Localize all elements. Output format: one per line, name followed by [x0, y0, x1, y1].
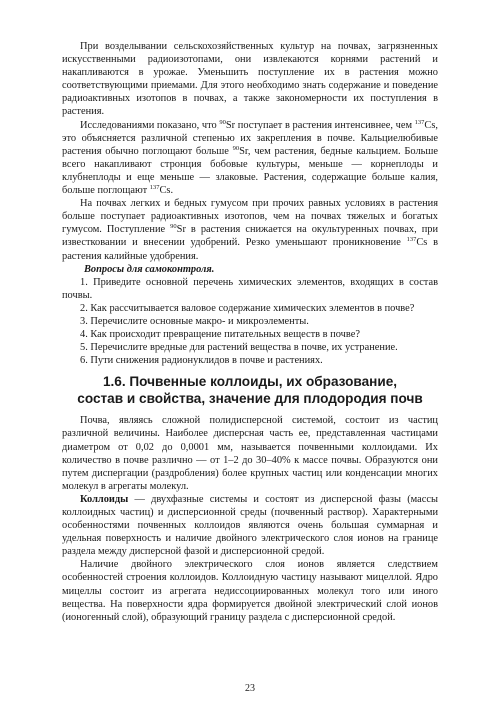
page-content [62, 40, 438, 624]
colloids-term: Коллоиды [80, 493, 129, 505]
section-title-line-2: состав и свойства, значение для плодородия почв [77, 390, 423, 406]
intro-paragraph-3: На почвах легких и бедных гумусом при прочих равных условиях в растения больше поступает радиоактивных изотопов, чем на почвах тяжелых и богатых гумусом. Поступление $^{90}$Sr в растения снижается на окультуренных почвах, при известковании и внесении удобрений. Резко уменьшают проникновение $^{137}$Cs в растения калийные удобрения. [62, 198, 439, 262]
question-item: 4. Как происходит превращение питательных веществ в почве? [80, 329, 360, 341]
question-item: 5. Перечислите вредные для растений вещества в почве, их устранение. [80, 342, 398, 354]
intro-paragraph-2: Исследованиями показано, что $^{90}$Sr поступает в растения интенсивнее, чем $^{137}$Cs, это объясняется различной степенью их закрепления в почве. Кальциелюбивые растения обычно поглощают больше $^{90}$Sr, чем растения, бедные кальцием. Больше всего накапливают стронция бобовые культуры, меньше — корнеплоды и клубнеплоды и еще меньше — злаковые. Растения, содержащие больше калия, больше поглощают $^{137}$Cs. [62, 118, 438, 197]
question-item: 6. Пути снижения радионуклидов в почве и растениях. [80, 355, 323, 367]
page-number: 23 [245, 683, 255, 694]
questions-list [62, 276, 438, 368]
section-paragraph-2: Коллоиды — двухфазные системы и состоят из дисперсной фазы (массы коллоидных частиц) и дисперсионной среды (почвенный раствор). Характерными особенностями почвенных коллоидов являются очень большая суммарная и удельная поверхность и наличие двойного электрического слоя ионов на границе раздела между дисперсной фазой и дисперсионной средой. [62, 493, 438, 558]
questions-heading: Вопросы для самоконтроля. [84, 263, 215, 275]
question-item: 3. Перечислите основные макро- и микроэлементы. [80, 315, 309, 327]
question-item: 1. Приведите основной перечень химических элементов, входящих в состав почвы. [62, 276, 438, 301]
section-title-line-1: 1.6. Почвенные коллоиды, их образование, [102, 374, 398, 390]
section-paragraph-3: Наличие двойного электрического слоя ионов является следствием особенностей строения коллоидов. Коллоидную частицу называют мицеллой. Ядро мицеллы состоит из агрегата недиссоциированных молекул того или иного вещества. На поверхности ядра формируется двойной электрический слой ионов (ионогенный слой), образующий границу раздела с дисперсионной средой. [62, 559, 438, 623]
section-title [62, 374, 438, 407]
section-paragraph-1: Почва, являясь сложной полидисперсной системой, состоит из частиц различной величины. Наиболее дисперсная часть ее, представленная частицами диаметром от 0,02 до 0,0001 мм, называется почвенными коллоидами. Их количество в почве различно — от 1–2 до 30–40% к массе почвы. Образуются они путем диспергации (раздробления) более крупных частиц или конденсации многих молекул в агрегаты молекул. [62, 415, 438, 492]
question-item: 2. Как рассчитывается валовое содержание химических элементов в почве? [80, 302, 415, 314]
intro-paragraph-1: При возделывании сельскохозяйственных культур на почвах, загрязненных искусственными радиоизотопами, они извлекаются корнями растений и накапливаются в урожае. Уменьшить поступление их в растения можно соответствующими приемами. Для этого необходимо знать содержание и поведение радиоактивных изотопов в почвах, а также закономерности их поступления в растения. [62, 41, 438, 118]
